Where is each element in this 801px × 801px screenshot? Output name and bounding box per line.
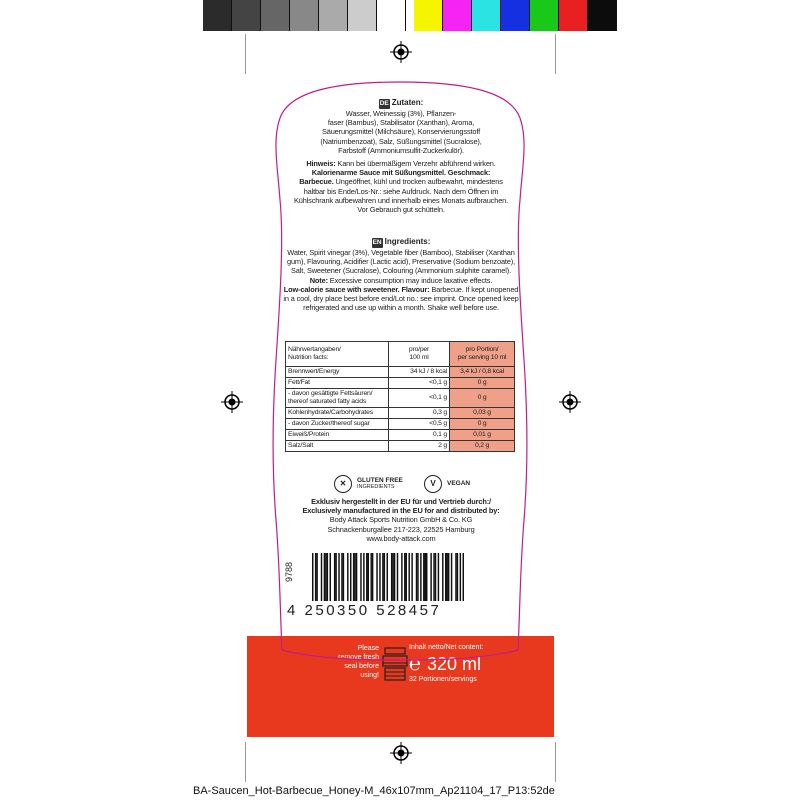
claim-de: Kalorienarme Sauce mit Süßungsmittel. Geschmack: (311, 168, 491, 178)
nutrition-row (286, 378, 515, 389)
color-swatch (588, 0, 617, 31)
barcode-bar (448, 553, 449, 601)
text-line: haltbar bis Ende/Los-Nr.: siehe Aufdruck. Nach dem Öffnen im (303, 186, 499, 196)
registration-mark-top (390, 41, 412, 63)
swatch-gap (406, 0, 414, 31)
color-swatch (377, 0, 406, 31)
nutrition-header-per100: pro/per 100 ml (389, 342, 450, 367)
barcode-bar (368, 553, 369, 601)
barcode-bar (406, 553, 407, 601)
net-content-label: Inhalt netto/Net content: (409, 644, 484, 651)
hint-de: Hinweis: Kann bei übermäßigem Verzehr abführend wirken. (306, 159, 496, 169)
manufacturer-de: Exklusiv hergestellt in der EU für und Vertrieb durch:/ (311, 497, 491, 506)
color-swatch (348, 0, 377, 31)
lang-badge-en: EN (372, 239, 382, 246)
nutrient-per100: <0,1 g (389, 389, 450, 408)
barcode-bar (321, 553, 322, 601)
barcode-bar (435, 553, 436, 601)
barcode-number: 4 250350 528457 (287, 602, 442, 619)
barcode-bar (387, 553, 388, 601)
color-swatch (203, 0, 232, 31)
barcode-bar (372, 553, 373, 601)
barcode-bar (425, 553, 426, 601)
barcode-bar (451, 553, 452, 601)
nutrition-header-label: Nährwertangaben/ Nutrition facts: (286, 342, 389, 367)
barcode-bar (316, 553, 317, 601)
barcode-bar (417, 553, 418, 601)
barcode-bar (463, 553, 464, 601)
barcode-bar (446, 553, 447, 601)
wheat-crossed-icon: ✕ (334, 475, 352, 493)
registration-mark-right (559, 391, 581, 413)
color-swatch (530, 0, 559, 31)
nutrient-per100: 0,3 g (389, 408, 450, 419)
vegan-leaf-icon: V (424, 475, 442, 493)
registration-mark-left (221, 391, 243, 413)
trim-mark (245, 742, 246, 782)
barcode-bar (312, 553, 313, 601)
color-swatch (232, 0, 261, 31)
nutrient-serving: 0,2 g (450, 441, 515, 452)
barcode-bar (376, 553, 377, 601)
barcode-bar (416, 553, 417, 601)
barcode-bar (363, 553, 364, 601)
barcode-bar (334, 553, 335, 601)
barcode-bar (426, 553, 427, 601)
manufacturer-en: Exclusively manufactured in the EU for and distributed by: (302, 506, 500, 516)
barcode-bar (411, 553, 412, 601)
ingredients-en (275, 237, 527, 312)
color-control-strip (203, 0, 617, 31)
lang-badge-de: DE (379, 100, 389, 107)
text-line: gum), Flavouring, Acidifier (Lactic acid), Preservative (Sodium benzoate), (287, 257, 515, 267)
servings-count: 32 Portionen/servings (409, 676, 477, 683)
nutrient-serving: 0 g (450, 389, 515, 408)
barcode-bar (356, 553, 357, 601)
barcode-bar (379, 553, 380, 601)
barcode-bar (404, 553, 405, 601)
barcode-bar (350, 553, 351, 601)
barcode-bar (324, 553, 325, 601)
text-line: Wasser, Weinessig (3%), Pflanzen- (345, 109, 457, 118)
storage-de: Barbecue. Ungeöffnet, kühl und trocken aufbewahrt, mindestens (299, 177, 503, 187)
color-swatch (319, 0, 348, 31)
content-panel (247, 636, 554, 737)
note-en: Note: Excessive consumption may induce laxative effects. (309, 275, 493, 285)
barcode-bar (455, 553, 456, 601)
barcode-bar (370, 553, 371, 601)
file-name: BA-Saucen_Hot-Barbecue_Honey-M_46x107mm_Ap21104_17_P13:52de (193, 785, 555, 797)
nutrient-per100: <0,1 g (389, 378, 450, 389)
nutrient-serving: 3,4 kJ / 0,8 kcal (450, 367, 515, 378)
diet-badges (300, 473, 520, 497)
barcode-bar (423, 553, 424, 601)
nutrient-serving: 0 g (450, 378, 515, 389)
registration-mark-bottom (390, 742, 412, 764)
nutrient-label: Salz/Salt (286, 441, 389, 452)
nutrient-serving: 0,03 g (450, 408, 515, 419)
barcode-bar (382, 553, 383, 601)
nutrient-serving: 0,01 g (450, 430, 515, 441)
nutrient-serving: 0 g (450, 419, 515, 430)
ingredients-heading-de: Zutaten: (391, 98, 424, 107)
barcode-bar (354, 553, 355, 601)
barcode-bar (325, 553, 326, 601)
nutrient-per100: 2 g (389, 441, 450, 452)
text-line: Kühlschrank aufbewahren und innerhalb eines Monats aufbrauchen. (293, 195, 509, 205)
barcode-bar (315, 553, 316, 601)
nutrition-row (286, 408, 515, 419)
barcode-bar (394, 553, 395, 601)
vegan-badge: V VEGAN (424, 475, 470, 493)
color-swatch (414, 0, 443, 31)
barcode-bar (392, 553, 393, 601)
barcode-bar (397, 553, 398, 601)
nutrient-label: Eiweiß/Protein (286, 430, 389, 441)
nutrition-header-serving: pro Portion/ per serving 10 ml (450, 342, 515, 367)
trim-mark (555, 34, 556, 74)
nutrition-row (286, 441, 515, 452)
nutrient-label: Brennwert/Energy (286, 367, 389, 378)
text-line: Vor Gebrauch gut schütteln. (357, 205, 445, 215)
color-swatch (472, 0, 501, 31)
barcode-bar (384, 553, 385, 601)
nutrient-label: - davon gesättigte Fettsäuren/ thereof saturated fatty acids (286, 389, 389, 408)
barcode-bar (430, 553, 431, 601)
nutrition-row (286, 419, 515, 430)
nutrition-row (286, 389, 515, 408)
nutrition-row (286, 430, 515, 441)
nutrient-label: Fett/Fat (286, 378, 389, 389)
nutrient-label: Kohlenhydrate/Carbohydrates (286, 408, 389, 419)
company-website: www.body-attack.com (366, 533, 436, 543)
barcode (312, 553, 464, 601)
trim-mark (245, 34, 246, 74)
nutrient-per100: <0,5 g (389, 419, 450, 430)
barcode-bar (391, 553, 392, 601)
barcode-bar (343, 553, 344, 601)
manufacturer-block (275, 497, 527, 543)
bottle-cap-seal-icon (382, 646, 408, 686)
color-swatch (559, 0, 588, 31)
nutrition-header-row (286, 342, 515, 367)
color-swatch (443, 0, 472, 31)
e-mark: ℮ (409, 653, 422, 675)
text-line: Water, Spirit vinegar (3%), Vegetable fiber (Bamboo), Stabiliser (Xanthan (287, 248, 515, 257)
text-line: faser (Bambus), Stabilisator (Xanthan), Aroma, (327, 118, 475, 128)
nutrition-row (286, 367, 515, 378)
barcode-bar (327, 553, 328, 601)
barcode-bar (338, 553, 339, 601)
barcode-bar (420, 553, 421, 601)
nutrient-per100: 34 kJ / 8 kcal (389, 367, 450, 378)
barcode-bar (353, 553, 354, 601)
claim-en: Low-calorie sauce with sweetener. Flavour: Barbecue. If kept unopened (283, 284, 519, 294)
barcode-side-number: 9788 (284, 561, 294, 582)
text-line: Säuerungsmittel (Milchsäure), Konservierungsstoff (321, 127, 481, 137)
company-address: Schnackenburgallee 217-223, 22525 Hamburg (327, 524, 475, 534)
text-line: Farbstoff (Ammoniumsulfit-Zuckerkulör). (338, 145, 464, 155)
trim-mark (555, 742, 556, 782)
barcode-bar (341, 553, 342, 601)
barcode-bar (460, 553, 461, 601)
barcode-bar (401, 553, 402, 601)
barcode-bar (366, 553, 367, 601)
nutrient-label: - davon Zucker/thereof sugar (286, 419, 389, 430)
barcode-bar (330, 553, 331, 601)
nutrient-per100: 0,1 g (389, 430, 450, 441)
barcode-bar (408, 553, 409, 601)
ingredients-heading-en: Ingredients: (384, 237, 431, 246)
color-swatch (290, 0, 319, 31)
barcode-bar (457, 553, 458, 601)
text-line: in a cool, dry place best before end/Lot no.: see imprint. Once opened keep (283, 294, 519, 304)
color-swatch (261, 0, 290, 31)
net-volume: 320 ml (427, 654, 482, 674)
barcode-bar (442, 553, 443, 601)
text-line: Salt, Sweetener (Sucralose), Colouring (Ammonium sulphite caramel). (291, 266, 511, 276)
nutrition-table (285, 341, 515, 452)
barcode-bar (360, 553, 361, 601)
color-swatch (501, 0, 530, 31)
barcode-bar (433, 553, 434, 601)
barcode-bar (438, 553, 439, 601)
remove-seal-note: Please remove fresh seal before using! (338, 645, 379, 679)
gluten-free-badge: ✕ GLUTEN FREE INGREDIENTS (334, 475, 403, 493)
company-name: Body Attack Sports Nutrition GmbH & Co. KG (329, 515, 473, 525)
text-line: (Natriumbenzoat), Salz, Süßungsmittel (Sucralose), (320, 136, 482, 146)
barcode-bar (335, 553, 336, 601)
barcode-bar (347, 553, 348, 601)
ingredients-de (275, 98, 527, 214)
barcode-bar (445, 553, 446, 601)
text-line: refrigerated and use up within a month. Shake well before use. (303, 303, 499, 313)
